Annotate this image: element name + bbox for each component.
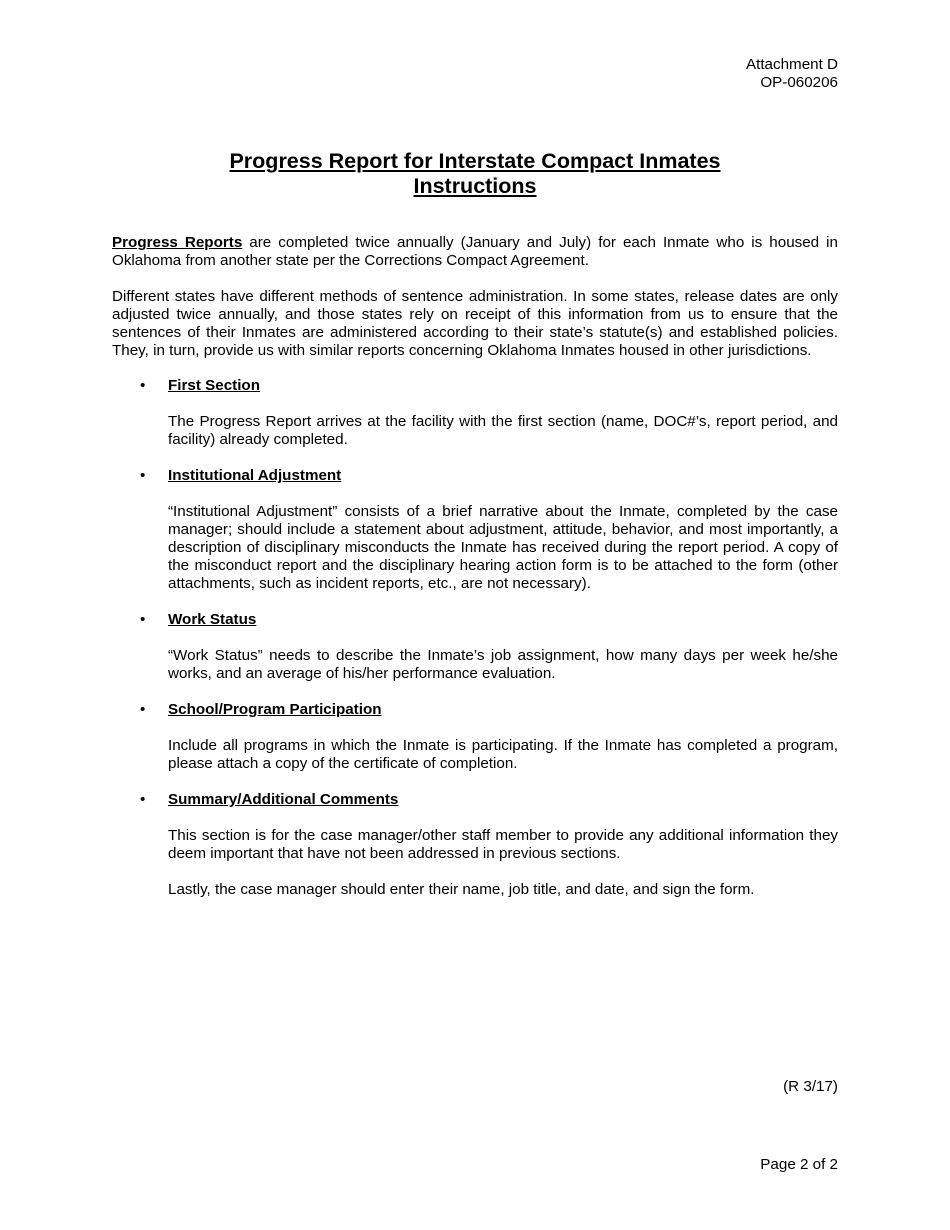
intro-paragraph: [112, 234, 838, 270]
bullet-icon: •: [140, 611, 146, 628]
methods-paragraph: Different states have different methods of sentence administration. In some states, release dates are only adjusted twice annually, and those states rely on receipt of this information from us to ensure that the sentences of their Inmates are administered according to their state’s statute(s) and established policies. They, in turn, provide us with similar reports concerning Oklahoma Inmates housed in other jurisdictions.: [112, 288, 838, 359]
section-heading-label: Work Status: [168, 611, 257, 628]
section-heading-label: Summary/Additional Comments: [168, 791, 399, 808]
bullet-icon: •: [140, 791, 146, 808]
section-heading-label: Institutional Adjustment: [168, 467, 342, 484]
bullet-icon: •: [140, 377, 146, 394]
attachment-label: Attachment D: [745, 56, 838, 73]
section-heading-label: First Section: [168, 377, 260, 394]
title-line-1: Progress Report for Interstate Compact Inmates: [229, 149, 721, 173]
section-paragraph: This section is for the case manager/other staff member to provide any additional information they deem important that have not been addressed in previous sections.: [168, 827, 838, 862]
intro-lead-term: Progress Reports: [112, 234, 243, 251]
op-number: OP-060206: [760, 74, 838, 91]
revision-note: (R 3/17): [783, 1078, 838, 1095]
page-title: [112, 149, 838, 199]
bullet-icon: •: [140, 467, 146, 484]
intro-text: are completed twice annually (January and July) for each Inmate who is housed in Oklahoma from another state per the Corrections Compact Agreement.: [112, 234, 838, 269]
bullet-icon: •: [140, 701, 146, 718]
section-paragraph: The Progress Report arrives at the facility with the first section (name, DOC#’s, report period, and facility) already completed.: [168, 413, 838, 448]
page-number: Page 2 of 2: [760, 1156, 838, 1173]
section-paragraph: “Institutional Adjustment” consists of a brief narrative about the Inmate, completed by the case manager; should include a statement about adjustment, attitude, behavior, and most importantly, a description of disciplinary misconducts the Inmate has received during the report period. A copy of the misconduct report and the disciplinary hearing action form is to be attached to the form (other attachments, such as incident reports, etc., are not necessary).: [168, 503, 838, 592]
document-header: [746, 56, 838, 92]
section-paragraph: Include all programs in which the Inmate is participating. If the Inmate has completed a program, please attach a copy of the certificate of completion.: [168, 737, 838, 772]
section-heading-label: School/Program Participation: [168, 701, 382, 718]
section-paragraph: Lastly, the case manager should enter their name, job title, and date, and sign the form.: [168, 881, 755, 898]
title-line-2: Instructions: [413, 174, 537, 198]
section-paragraph: “Work Status” needs to describe the Inmate’s job assignment, how many days per week he/she works, and an average of his/her performance evaluation.: [168, 647, 838, 682]
